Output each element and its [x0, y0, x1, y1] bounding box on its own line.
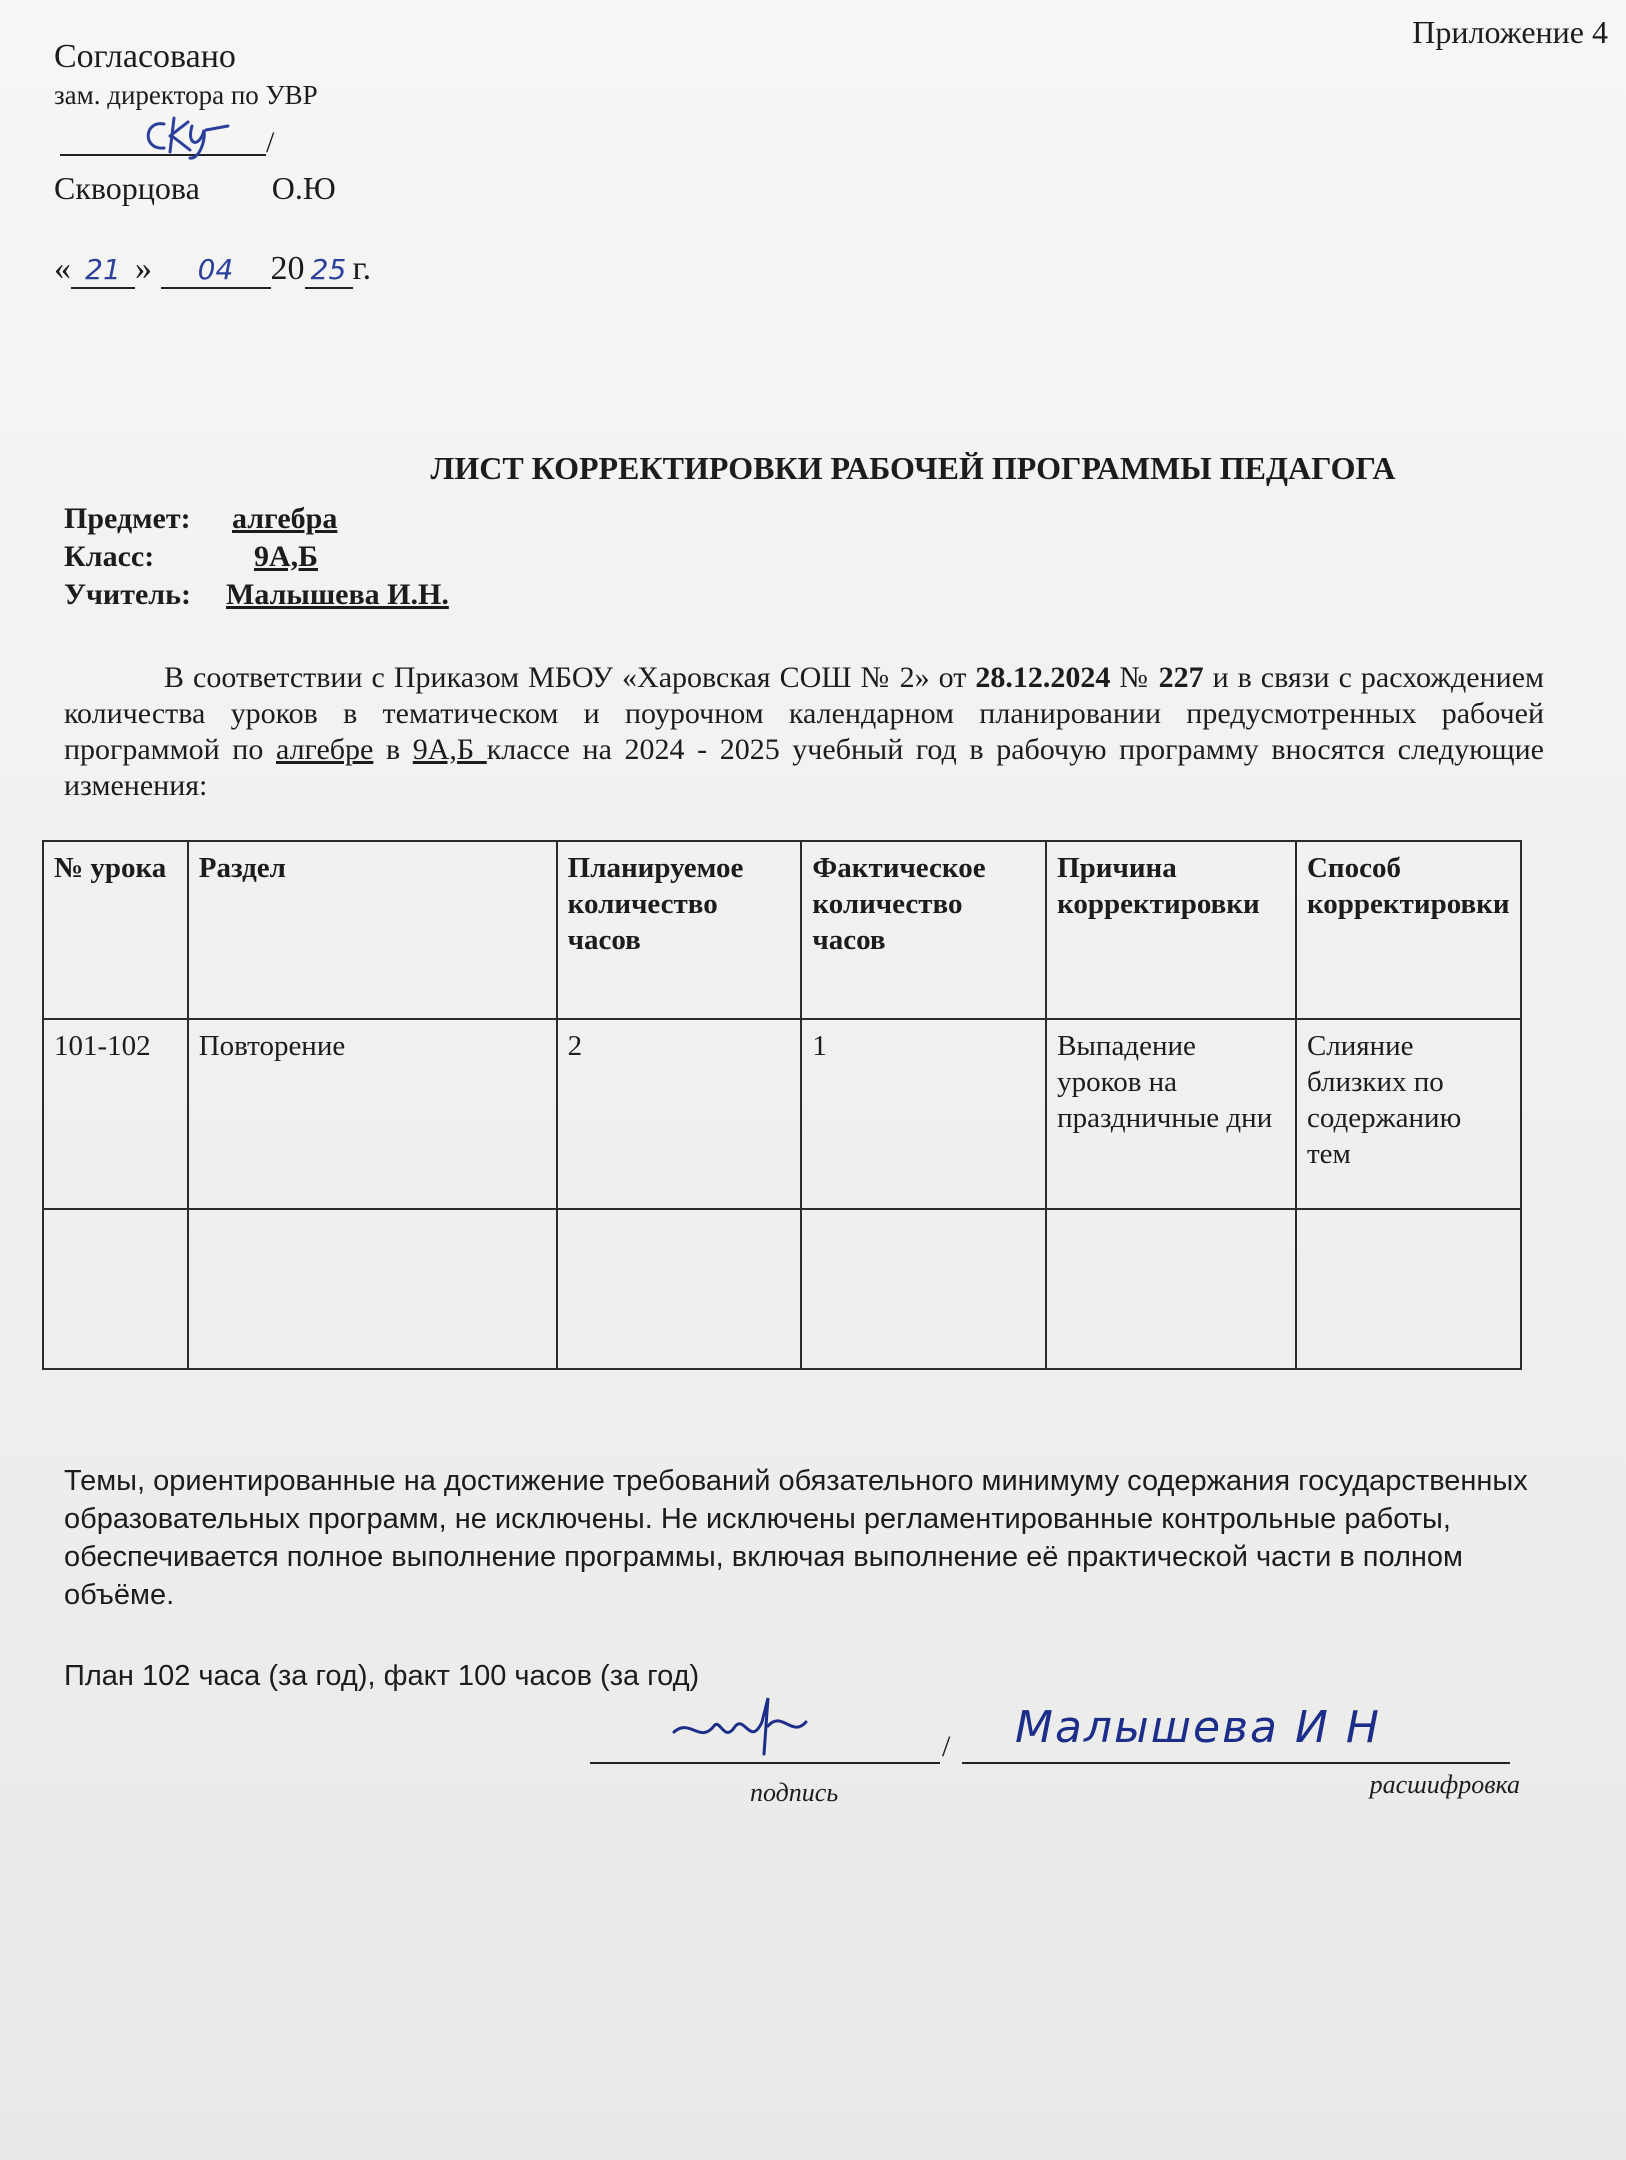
approval-signature-line	[54, 112, 274, 166]
table-cell	[43, 1209, 188, 1369]
table-header-cell: Причина корректировки	[1046, 841, 1296, 1019]
table-cell: Выпадение уроков на праздничные дни	[1046, 1019, 1296, 1209]
meta-class	[64, 538, 449, 576]
approval-position: зам. директора по УВР	[54, 80, 318, 110]
approval-signature-slash: /	[266, 126, 275, 159]
handwritten-name: Малышева И Н	[1015, 1702, 1381, 1753]
table-header-cell: Раздел	[188, 841, 557, 1019]
approval-signature-scribble	[134, 112, 234, 162]
meta-teacher-value: Малышева И.Н.	[226, 578, 449, 611]
approval-block	[54, 36, 371, 292]
table-row	[43, 1209, 1521, 1369]
signature-block	[590, 1700, 1520, 1830]
intro-text-4: в	[373, 733, 413, 766]
table-cell: Повторение	[188, 1019, 557, 1209]
date-year-end: г.	[352, 250, 372, 287]
intro-subject: алгебре	[275, 733, 374, 766]
meta-class-label: Класс:	[64, 540, 155, 573]
signature-caption: подпись	[750, 1778, 839, 1807]
approval-initials: О.Ю	[271, 170, 336, 206]
intro-text-2: №	[1110, 661, 1159, 694]
intro-class: 9А,Б	[412, 733, 487, 766]
table-header-cell: Фактическое количество часов	[801, 841, 1046, 1019]
corrections-table	[42, 840, 1522, 1370]
date-year-prefix: 20	[270, 250, 305, 287]
table-header-row	[43, 841, 1521, 1019]
meta-teacher-label: Учитель:	[64, 578, 191, 611]
approval-agreed: Согласовано	[54, 38, 236, 75]
table-cell: 1	[801, 1019, 1046, 1209]
table-header-cell: Способ корректировки	[1296, 841, 1521, 1019]
meta-subject-label: Предмет:	[64, 502, 191, 535]
approval-surname: Скворцова	[54, 170, 200, 206]
approval-name	[54, 166, 371, 210]
table-cell	[801, 1209, 1046, 1369]
table-cell: 101-102	[43, 1019, 188, 1209]
table-cell	[188, 1209, 557, 1369]
date-year-suffix: 25	[305, 253, 353, 289]
date-day: 21	[71, 253, 135, 289]
date-month: 04	[161, 253, 271, 289]
meta-block	[64, 500, 449, 614]
table-header-cell: Планируемое количество часов	[557, 841, 802, 1019]
meta-subject	[64, 500, 449, 538]
table-row	[43, 1019, 1521, 1209]
table-cell	[557, 1209, 802, 1369]
approval-date	[54, 246, 371, 292]
document-title: ЛИСТ КОРРЕКТИРОВКИ РАБОЧЕЙ ПРОГРАММЫ ПЕДАГОГА	[430, 450, 1396, 486]
intro-text-1: В соответствии с Приказом МБОУ «Харовская СОШ № 2» от	[164, 661, 976, 694]
closing-paragraph: Темы, ориентированные на достижение требований обязательного минимуму содержания государственных образовательных программ, не исключены. Не исключены регламентированные контрольные работы, обеспечивается полное выполнение программы, включая выполнение её практической части в полном объёме.	[64, 1465, 1528, 1611]
plan-fact-line: План 102 часа (за год), факт 100 часов (за год)	[64, 1660, 700, 1692]
name-line	[962, 1762, 1510, 1764]
intro-text-3: и в связи с расхождением количества уроков в тематическом и поурочном календарном планировании предусмотренных рабочей программой по	[64, 661, 1544, 766]
meta-class-value: 9А,Б	[254, 540, 318, 573]
intro-order-date: 28.12.2024	[975, 661, 1111, 694]
intro-text-5: классе на 2024 - 2025 учебный год в рабочую программу вносятся следующие изменения:	[64, 733, 1544, 802]
name-caption: расшифровка	[1369, 1770, 1520, 1799]
date-close-quote: »	[135, 250, 152, 287]
table-header-cell: № урока	[43, 841, 188, 1019]
table-cell: Слияние близких по содержанию тем	[1296, 1019, 1521, 1209]
intro-paragraph	[64, 660, 1544, 804]
table-cell: 2	[557, 1019, 802, 1209]
meta-teacher	[64, 576, 449, 614]
table-cell	[1046, 1209, 1296, 1369]
appendix-label: Приложение 4	[1412, 14, 1608, 50]
date-open-quote: «	[54, 250, 71, 287]
meta-subject-value: алгебра	[232, 502, 338, 535]
intro-order-number: 227	[1158, 661, 1204, 694]
signature-line	[590, 1762, 940, 1764]
teacher-signature-scribble	[670, 1692, 810, 1764]
signature-slash: /	[942, 1730, 951, 1763]
table-cell	[1296, 1209, 1521, 1369]
